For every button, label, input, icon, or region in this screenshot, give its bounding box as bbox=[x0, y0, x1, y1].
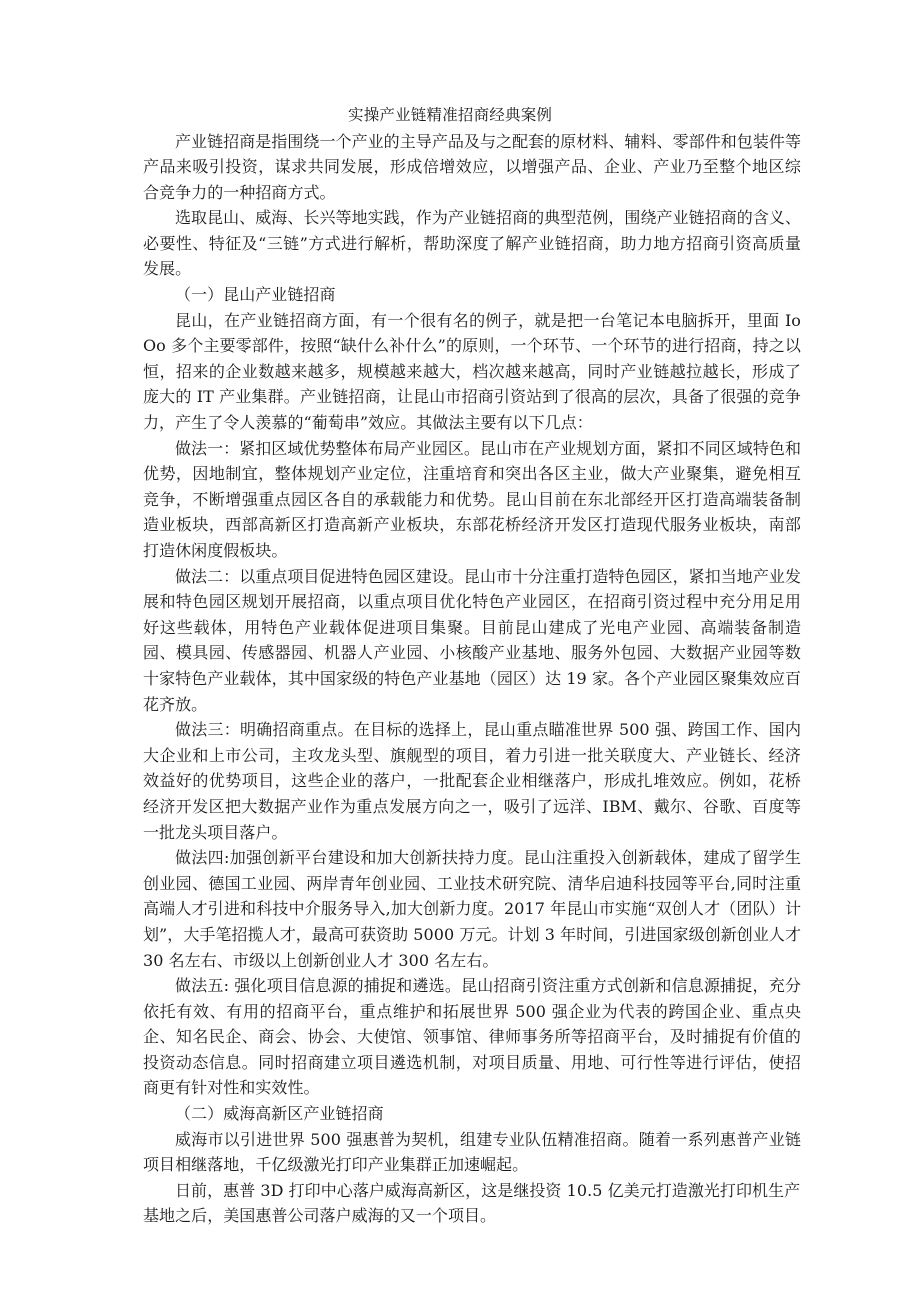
paragraph-weihai-intro: 威海市以引进世界 500 强惠普为契机，组建专业队伍精准招商。随着一系列惠普产业链项目相继落地，千亿级激光打印产业集群正加速崛起。 bbox=[143, 1129, 801, 1175]
paragraph-practice-three: 做法三：明确招商重点。在目标的选择上，昆山重点瞄准世界 500 强、跨国工作、国内大企业和上市公司，主攻龙头型、旗舰型的项目，着力引进一批关联度大、产业链长、经济效益好的优势项目，这些企业的落户，一批配套企业相继落户，形成扎堆效应。例如，花桥经济开发区把大数据产业作为重点发展方向之一，吸引了远洋、IBM、戴尔、谷歌、百度等一批龙头项目落户。 bbox=[143, 720, 801, 842]
page-title: 实操产业链精准招商经典案例 bbox=[348, 106, 553, 124]
paragraph-definition: 产业链招商是指围绕一个产业的主导产品及与之配套的原材料、辅料、零部件和包装件等产品来吸引投资，谋求共同发展，形成倍增效应，以增强产品、企业、产业乃至整个地区综合竞争力的一种招商方式。 bbox=[143, 131, 801, 202]
document-body bbox=[143, 103, 801, 1229]
paragraph-practice-four: 做法四:加强创新平台建设和加大创新扶持力度。昆山注重投入创新载体，建成了留学生创业园、德国工业园、两岸青年创业园、工业技术研究院、清华启迪科技园等平台,同时注重高端人才引进和科技中介服务导入,加大创新力度。2017 年昆山市实施“双创人才（团队）计划”，大手笔招揽人才，最高可获资助 5000 万元。计划 3 年时间，引进国家级创新创业人才 30 名左右、市级以上创新创业人才 300 名左右。 bbox=[143, 848, 801, 970]
paragraph-kunshan-intro: 昆山，在产业链招商方面，有一个很有名的例子，就是把一台笔记本电脑拆开，里面 IoOo 多个主要零部件，按照“缺什么补什么”的原则，一个环节、一个环节的进行招商，持之以恒，招来的企业数越来越多，规模越来越大，档次越来越高，同时产业链越拉越长，形成了庞大的 IT 产业集群。产业链招商，让昆山市招商引资站到了很高的层次，具备了很强的竞争力，产生了令人羡慕的“葡萄串”效应。其做法主要有以下几点： bbox=[143, 310, 801, 433]
section-heading-kunshan: （一）昆山产业链招商 bbox=[175, 285, 336, 305]
section-heading-weihai: （二）威海高新区产业链招商 bbox=[175, 1104, 384, 1124]
paragraph-practice-one: 做法一：紧扣区域优势整体布局产业园区。昆山市在产业规划方面，紧扣不同区域特色和优势，因地制宜，整体规划产业定位，注重培育和突出各区主业，做大产业聚集，避免相互竞争，不断增强重点园区各自的承载能力和优势。昆山目前在东北部经开区打造高端装备制造业板块，西部高新区打造高新产业板块，东部花桥经济开发区打造现代服务业板块，南部打造休闲度假板块。 bbox=[143, 438, 801, 560]
paragraph-weihai-hp-3d: 日前，惠普 3D 打印中心落户威海高新区，这是继投资 10.5 亿美元打造激光打印机生产基地之后，美国惠普公司落户威海的又一个项目。 bbox=[143, 1180, 801, 1226]
paragraph-overview: 选取昆山、威海、长兴等地实践，作为产业链招商的典型范例，围绕产业链招商的含义、必要性、特征及“三链”方式进行解析，帮助深度了解产业链招商，助力地方招商引资高质量发展。 bbox=[143, 208, 801, 279]
paragraph-practice-two: 做法二：以重点项目促进特色园区建设。昆山市十分注重打造特色园区，紧扣当地产业发展和特色园区规划开展招商，以重点项目优化特色产业园区，在招商引资过程中充分用足用好这些载体，用特色产业载体促进项目集聚。目前昆山建成了光电产业园、高端装备制造园、模具园、传感器园、机器人产业园、小核酸产业基地、服务外包园、大数据产业园等数十家特色产业载体，其中国家级的特色产业基地（园区）达 19 家。各个产业园区聚集效应百花齐放。 bbox=[143, 566, 801, 714]
paragraph-practice-five: 做法五: 强化项目信息源的捕捉和遴选。昆山招商引资注重方式创新和信息源捕捉，充分依托有效、有用的招商平台，重点维护和拓展世界 500 强企业为代表的跨国企业、重点央企、知名民企、商会、协会、大使馆、领事馆、律师事务所等招商平台，及时捕捉有价值的投资动态信息。同时招商建立项目遴选机制，对项目质量、用地、可行性等进行评估，使招商更有针对性和实效性。 bbox=[143, 976, 801, 1098]
